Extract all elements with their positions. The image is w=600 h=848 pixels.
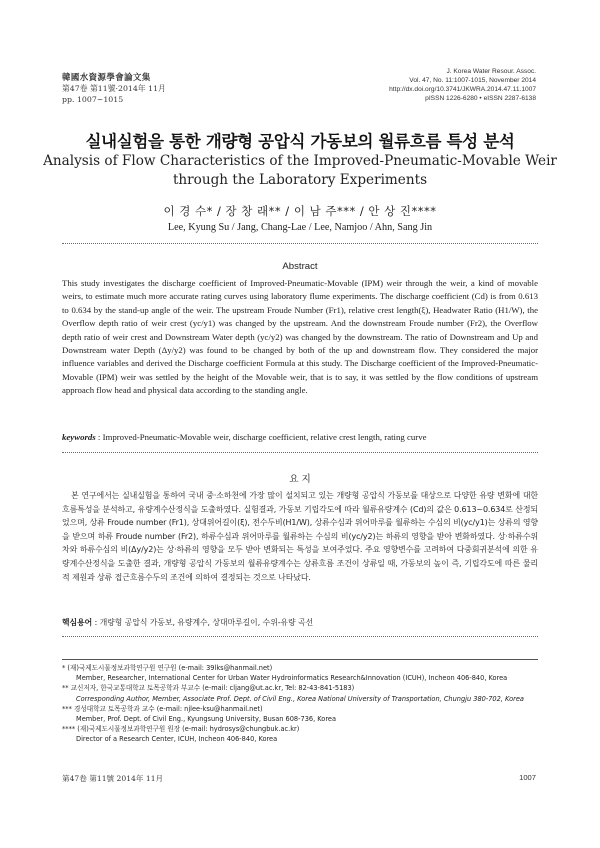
keywords-ko [62, 617, 538, 628]
footnote-3: *** 경성대학교 토목공학과 교수 (e-mail: njlee-ksu@hanmail.net) [62, 704, 263, 713]
issn: pISSN 1226-6280 • eISSN 2287-6138 [425, 95, 536, 102]
journal-header-en [389, 67, 536, 103]
page-number: 1007 [519, 773, 536, 782]
summary-text: 본 연구에서는 실내실험을 통하여 국내 중·소하천에 가장 많이 설치되고 있는 개량형 공압식 가동보를 대상으로 다양한 유량 변화에 대한 흐름특성을 분석하고, 유량계수산정식을 도출하였다. 실험결과, 가동보 기립각도에 따라 월류유량계수 (Cd)의 값은 0.613~0.634로 산정되었으며, 상류 Froude number (Fr1), 상대위어길이(ξ), 전수두비(H1/W), 상류수심과 위어마루를 월류하는 수심의 비(yc/y1)는 상류의 영향을 받으며 하류 Froude number (Fr2), 하류수심과 위어마루를 월류하는 수심의 비(yc/y2)는 하류의 영향을 받아 변화하였다. 상·하류수위차와 하류수심의 비(Δy/y2)는 상·하류의 영향을 모두 받아 변화되는 특성을 보여주었다. 주요 영향변수를 고려하여 다중회귀분석에 의한 유량계수산정식을 도출한 결과, 개량형 공압식 가동보의 월류유량계수는 상류흐름 조건이 상류일 때, 가동보의 높이 즉, 기립각도에 따른 물리적 제원과 상류 접근흐름수두의 조건에 의하여 결정되는 것으로 나타났다. [62, 491, 538, 582]
footnotes [62, 663, 532, 745]
doi-link[interactable]: http://dx.doi.org/10.3741/JKWRA.2014.47.11.1007 [389, 86, 536, 93]
footnote-3-en: Member, Prof. Dept. of Civil Eng., Kyungsung University, Busan 608-736, Korea [76, 715, 336, 724]
footnote-1-en: Member, Researcher, International Center for Urban Water Hydroinformatics Research&Innovation (ICUH), Incheon 406-840, Korea [76, 674, 508, 683]
authors-ko: 이 경 수* / 장 창 래** / 이 남 주*** / 안 상 진**** [163, 204, 437, 218]
paper-title-ko: 실내실험을 통한 개량형 공압식 가동보의 월류흐름 특성 분석 [85, 132, 515, 151]
keywords-en [62, 432, 538, 442]
keywords-text: : Improved-Pneumatic-Movable weir, discharge coefficient, relative crest length, rating curve [97, 432, 427, 442]
journal-volume-en: Vol. 47, No. 11:1007-1015, November 2014 [409, 77, 536, 84]
abstract-text: This study investigates the discharge coefficient of Improved-Pneumatic-Movable (IPM) weir through the weir, a kind of movable weirs, to estimate much more accurate rating curves using laboratory flume experiments. The discharge coefficient (Cd) is from 0.613 to 0.634 by the stand-up angle of the weir. The upstream Froude Number (Fr1), relative crest length(ξ), Headwater Ratio (H1/W), the Overflow depth ratio of weir crest (yc/y1) was changed by the upstream. And the downstream Froude number (Fr2), the Overflow depth ratio of weir crest and Downstream Water depth (yc/y2) was changed by the downstream. The ratio of Downstream and Up and Downstream water Depth (Δy/y2) was found to be changed by both of the up and downstream flow. They considered the major influence variables and derived the Discharge coefficient Formula at this study. The Discharge coefficient of the Improved-Pneumatic-Movable (IPM) weir was settled by the height of the Movable weir, that is to say, it was settled by the flow conditions of upstream approach flow head and physical data according to the standing angle. [62, 278, 538, 396]
paper-title-en-line2: through the Laboratory Experiments [172, 172, 428, 188]
footer-volume: 第47卷 第11號 2014年 11月 [62, 774, 164, 783]
keywords-ko-label: 핵심용어 [62, 618, 93, 627]
authors-en: Lee, Kyung Su / Jang, Chang-Lae / Lee, Namjoo / Ahn, Sang Jin [167, 222, 433, 233]
divider [62, 636, 538, 637]
footnote-1: * (재)국제도시물정보과학연구원 연구원 (e-mail: 39lks@hanmail.net) [62, 664, 273, 672]
abstract-heading: Abstract [282, 261, 318, 272]
journal-header-ko [62, 72, 166, 105]
footnote-4-en: Director of a Research Center, ICUH, Incheon 406-840, Korea [76, 735, 278, 744]
keywords-ko-text: : 개량형 공압식 가동보, 유량계수, 상대마루길이, 수위-유량 곡선 [94, 618, 314, 627]
journal-name-en: J. Korea Water Resour. Assoc. [446, 68, 536, 75]
divider [62, 243, 538, 244]
journal-pages: pp. 1007~1015 [62, 95, 124, 104]
divider [62, 452, 538, 453]
journal-volume-ko: 第47卷 第11號·2014年 11月 [62, 84, 166, 93]
paper-title-en-line1: Analysis of Flow Characteristics of the Improved-Pneumatic-Movable Weir [43, 153, 557, 169]
footnote-2: ** 교신저자, 한국교통대학교 토목공학과 부교수 (e-mail: cljang@ut.ac.kr, Tel: 82-43-841-5183) [62, 684, 355, 693]
footnote-rule [62, 659, 538, 660]
footnote-4: **** (재)국제도시물정보과학연구원 원장 (e-mail: hydrosys@chungbuk.ac.kr) [62, 725, 300, 734]
summary-heading: 요 지 [289, 474, 311, 485]
keywords-label: keywords [62, 432, 96, 442]
paper-title-en [40, 152, 560, 190]
footnote-2-en: Corresponding Author, Member, Associate Prof. Dept. of Civil Eng., Korea National University of Transportation, Chungju 380-702, Korea [76, 694, 524, 703]
journal-name-ko: 韓國水資源學會論文集 [62, 72, 151, 82]
